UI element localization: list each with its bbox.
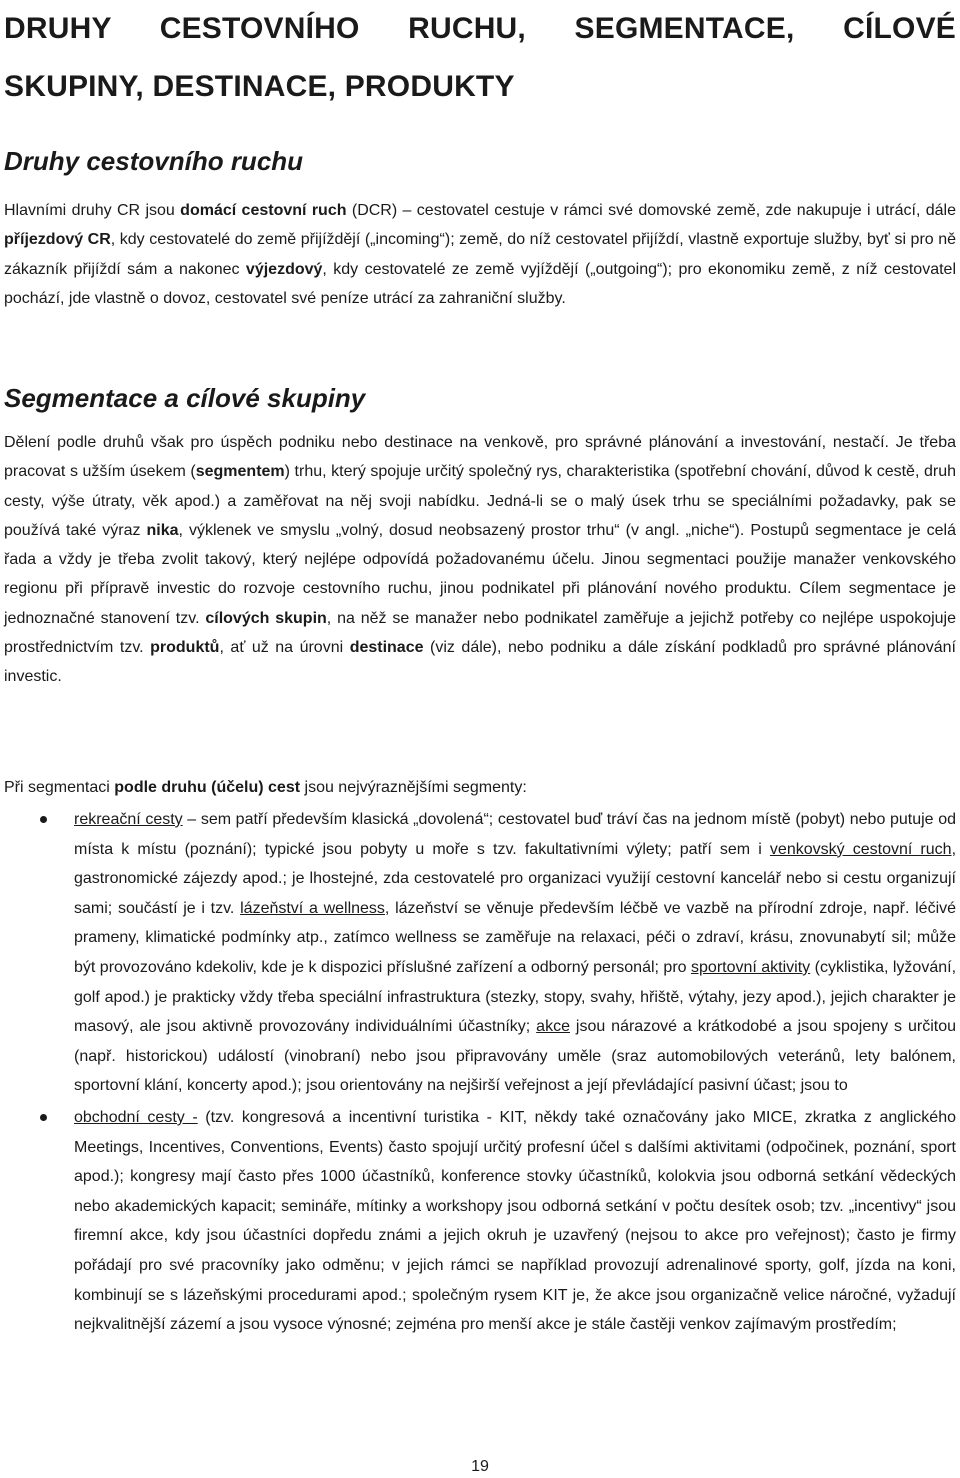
bold-run: cílových skupin: [205, 609, 327, 627]
page-title-line-2: SKUPINY, DESTINACE, PRODUKTY: [4, 70, 515, 103]
bold-run: domácí cestovní ruch: [180, 202, 347, 219]
text-run: Hlavními druhy CR jsou: [4, 202, 181, 219]
text-run: jsou nejvýraznějšími segmenty:: [300, 779, 527, 796]
section-heading-segmentace: Segmentace a cílové skupiny: [4, 383, 366, 413]
paragraph-druhy: [4, 196, 956, 313]
text-run: Při segmentaci: [4, 779, 115, 796]
section-heading-druhy: Druhy cestovního ruchu: [4, 146, 304, 176]
list-item-obchodni-cesty: [4, 1103, 956, 1340]
text-run: , na něž se manažer nebo podnikatel zaměřuje a jejichž potřeby co nejlépe uspokojuje prostřednictvím tzv.: [4, 609, 956, 657]
page-title-line-1: DRUHY CESTOVNÍHO RUCHU, SEGMENTACE, CÍLOVÉ: [4, 12, 956, 45]
text-run: ) trhu, který spojuje určitý společný rys, charakteristika (spotřební chování, důvod k cestě, druh cesty, výše útraty, věk apod.) a zaměřovat na něj svoji nabídku. Jedná-li se o malý úsek trhu se speciálními požadavky, pak se používá také výraz: [4, 463, 957, 539]
list-item-text: [74, 1109, 956, 1333]
text-run: , kdy cestovatelé ze země vyjíždějí („outgoing“); pro ekonomiku země, z níž cestovatel pochází, jde vlastně o dovoz, cestovatel své peníze utrácí za zahraniční služby.: [4, 260, 957, 307]
text-run: – sem patří především klasická „dovolená“; cestovatel buď tráví čas na jednom místě (pobyt) nebo putuje od místa k místu (poznání); typické jsou pobyty u moře s tzv. fakultativními výlety; patří sem i: [74, 811, 957, 858]
page-title: [4, 0, 956, 116]
text-run: , ať už na úrovni: [219, 639, 350, 657]
page-number: 19: [471, 1458, 489, 1475]
text-run: (viz dále), nebo podniku a dále získání podkladů pro správné plánování investic.: [4, 639, 957, 686]
underlined-run: lázeňství a wellness,: [240, 899, 390, 917]
list-item-rekreacni-cesty: [4, 805, 956, 1101]
text-run: , gastronomické zájezdy apod.; je lhostejné, zda cestovatelé pro organizaci využijí cestovní kancelář nebo si cestu organizují sami; součástí je i tzv.: [74, 840, 957, 917]
text-run: (cyklistika, lyžování, golf apod.) je prakticky vždy třeba speciální infrastruktura (stezky, stopy, svahy, hřiště, výtahy, jezy apod.), jejich charakter je masový, ale jsou aktivně provozovány individuálními účastníky;: [74, 958, 957, 1036]
paragraph-segmentace: [4, 428, 956, 692]
list-item-text: [74, 811, 956, 1094]
bold-run: nika: [146, 521, 179, 539]
bullet-icon: [40, 1114, 47, 1121]
bold-run: příjezdový CR: [4, 231, 111, 249]
bold-run: destinace: [349, 639, 424, 657]
text-run: , kdy cestovatelé do země přijíždějí („incoming“); země, do níž cestovatel přijíždí, vlastně exportuje služby, byť si pro ně zákazník přijíždí sám a nakonec: [4, 231, 957, 278]
bold-run: segmentem: [195, 463, 285, 481]
bold-run: podle druhu (účelu) cest: [114, 779, 301, 796]
underlined-run: venkovský cestovní ruch: [769, 840, 952, 858]
underlined-run: obchodní cesty -: [74, 1108, 198, 1126]
paragraph-segment-intro: [4, 773, 956, 802]
text-run: , výklenek ve smyslu „volný, dosud neobsazený prostor trhu“ (v angl. „niche“). Postupů segmentace je celá řada a vždy je třeba zvolit takový, který nejlépe odpovídá požadovanému účelu. Jinou segmentaci použije manažer venkovského regionu při přípravě investic do rozvoje cestovního ruchu, jinou podnikatel při plánování nového produktu. Cílem segmentace je jednoznačné stanovení tzv.: [4, 521, 957, 627]
text-run: (tzv. kongresová a incentivní turistika - KIT, někdy také označovány jako MICE, zkratka z anglického Meetings, Incentives, Conventions, Events) často spojují určitý profesní účel s dalšími aktivitami (odpočinek, poznání, sport apod.); kongresy mají často přes 1000 účastníků, konference stovky účastníků, kolokvia jsou odborná setkání vědeckých nebo akademických kapacit; semináře, mítinky a workshopy jsou odborná setkání v počtu desítek osob; tzv. „incentivy“ jsou firemní akce, kdy jsou účastníci dopředu známi a jejich okruh je uzavřený (nejsou to akce pro veřejnost); často je firmy pořádají pro své pracovníky jako odměnu; v jejich rámci se například provozují adrenalinové sporty, golf, jízda na koni, kombinují se s lázeňskými procedurami apod.; společným rysem KIT je, že akce jsou organizačně velice náročné, vyžadují nejkvalitnější zázemí a jsou vysoce výnosné; zejména pro menší akce je stále častěji venkov zajímavým prostředím;: [74, 1108, 956, 1334]
bold-run: výjezdový: [245, 260, 323, 278]
underlined-run: sportovní aktivity: [691, 958, 811, 976]
bullet-icon: [40, 816, 47, 823]
underlined-run: rekreační cesty: [74, 811, 183, 828]
text-run: jsou nárazové a krátkodobé a jsou spojeny s určitou (např. historickou) událostí (vinobraní) nebo jsou připravovány uměle (sraz automobilových veteránů, lety balónem, sportovní klání, koncerty apod.); jsou orientovány na nejširší veřejnost a její převládající pasivní účast; jsou to: [74, 1018, 956, 1095]
text-run: Dělení podle druhů však pro úspěch podniku nebo destinace na venkově, pro správné plánování a investování, nestačí. Je třeba pracovat s užším úsekem (: [4, 434, 956, 481]
underlined-run: akce: [536, 1018, 570, 1036]
text-run: (DCR) – cestovatel cestuje v rámci své domovské země, zde nakupuje i utrácí, dále: [346, 202, 957, 219]
text-run: lázeňství se věnuje především léčbě ve vazbě na přírodní zdroje, např. léčivé prameny, klimatické podmínky atp., zatímco wellness se zaměřuje na relaxaci, péči o zdraví, krásu, znovunabytí sil; může být provozováno kdekoliv, kde je k dispozici příslušné zařízení a odborný personál; pro: [74, 899, 957, 976]
bold-run: produktů: [150, 639, 220, 657]
segment-list: [4, 805, 956, 1340]
